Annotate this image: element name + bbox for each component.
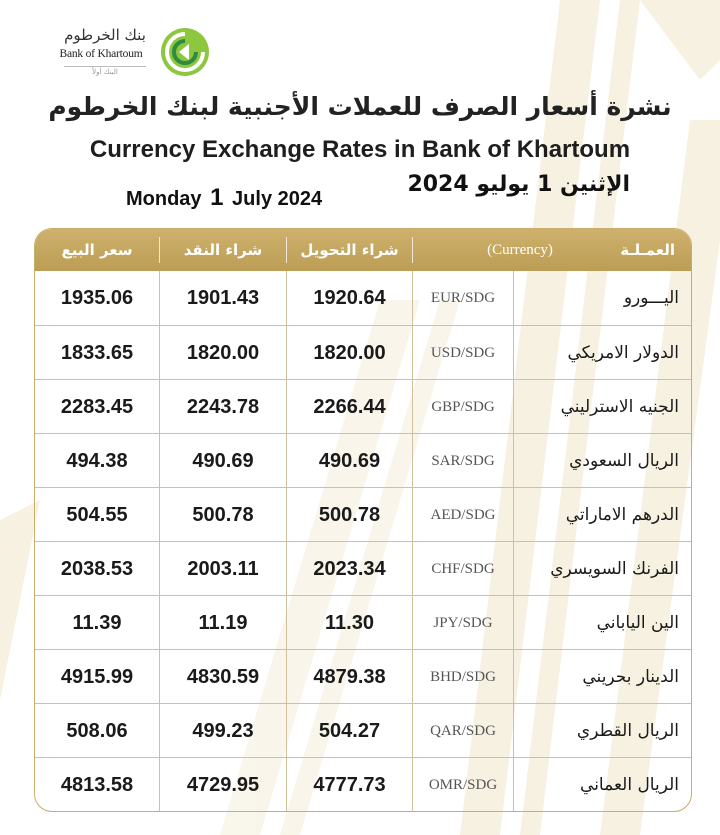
date-arabic: الإثنين 1 يوليو 2024	[407, 172, 630, 197]
table-row	[35, 433, 691, 488]
column-divider	[412, 326, 413, 380]
sell-value: 4813.58	[60, 774, 134, 796]
column-divider	[412, 488, 413, 542]
sell-value: 4915.99	[60, 666, 134, 688]
cash-buy-value: 500.78	[192, 504, 254, 526]
column-divider	[412, 380, 413, 434]
currency-name: الين الياباني	[596, 613, 679, 633]
currency-name: الريال القطري	[576, 721, 679, 741]
header-currency-en: (Currency)	[487, 242, 553, 258]
currency-name: الدينار بحريني	[582, 667, 679, 687]
header-currency-ar: العمـلـة	[620, 241, 675, 259]
column-divider	[513, 488, 514, 542]
transfer-buy-value: 4777.73	[313, 774, 386, 796]
bank-logo	[46, 24, 216, 84]
column-divider	[513, 434, 514, 488]
currency-code: OMR/SDG	[428, 777, 498, 793]
cash-buy-value: 490.69	[192, 450, 254, 472]
column-divider	[513, 271, 514, 325]
cash-buy-value: 2003.11	[187, 558, 259, 580]
sell-value: 504.55	[66, 504, 128, 526]
table-row	[35, 379, 691, 434]
column-divider	[412, 758, 413, 812]
currency-code: BHD/SDG	[430, 669, 496, 685]
table-row	[35, 487, 691, 542]
currency-code: AED/SDG	[430, 507, 496, 523]
table-row	[35, 757, 691, 812]
table-row	[35, 325, 691, 380]
column-divider	[412, 542, 413, 596]
transfer-buy-value: 2023.34	[313, 558, 386, 580]
currency-name: الجنيه الاسترليني	[560, 397, 679, 417]
logo-arabic-name: بنك الخرطوم	[64, 26, 146, 44]
sell-value: 2038.53	[60, 558, 134, 580]
column-divider	[286, 758, 287, 812]
sell-value: 494.38	[66, 450, 128, 472]
date-day-number: 1	[210, 184, 224, 211]
column-divider	[159, 542, 160, 596]
bank-emblem-icon	[159, 26, 211, 78]
cash-buy-value: 4830.59	[186, 666, 260, 688]
column-divider	[286, 596, 287, 650]
currency-code: GBP/SDG	[431, 399, 495, 415]
logo-english-name: Bank of Khartoum	[59, 48, 143, 60]
column-divider	[513, 758, 514, 812]
currency-code: EUR/SDG	[430, 290, 496, 306]
column-divider	[286, 326, 287, 380]
currency-name: اليـــورو	[623, 288, 679, 308]
currency-code: USD/SDG	[430, 345, 496, 361]
column-divider	[513, 542, 514, 596]
column-divider	[286, 488, 287, 542]
currency-code: SAR/SDG	[431, 453, 495, 469]
transfer-buy-value: 490.69	[318, 450, 381, 472]
column-divider	[286, 380, 287, 434]
column-divider	[159, 326, 160, 380]
transfer-buy-value: 1920.64	[313, 287, 386, 309]
rates-table	[34, 228, 692, 812]
header-divider	[412, 237, 413, 263]
sell-value: 1935.06	[60, 287, 134, 309]
column-divider	[159, 758, 160, 812]
header-cash-buy: شراء النقد	[183, 241, 263, 259]
currency-name: الدولار الامريكي	[567, 343, 679, 363]
column-divider	[286, 704, 287, 758]
column-divider	[286, 542, 287, 596]
currency-code: CHF/SDG	[431, 561, 495, 577]
column-divider	[286, 434, 287, 488]
currency-name: الدرهم الاماراتي	[565, 505, 679, 525]
cash-buy-value: 2243.78	[186, 396, 260, 418]
header-sell: سعر البيع	[61, 241, 133, 259]
transfer-buy-value: 11.30	[325, 612, 374, 634]
transfer-buy-value: 504.27	[318, 720, 381, 742]
table-row	[35, 541, 691, 596]
cash-buy-value: 4729.95	[186, 774, 260, 796]
transfer-buy-value: 2266.44	[313, 396, 386, 418]
column-divider	[412, 271, 413, 325]
sell-value: 2283.45	[60, 396, 134, 418]
column-divider	[159, 271, 160, 325]
column-divider	[286, 271, 287, 325]
sell-value: 1833.65	[60, 342, 134, 364]
table-row	[35, 649, 691, 704]
transfer-buy-value: 1820.00	[313, 342, 386, 364]
table-header	[35, 229, 691, 271]
title-english: Currency Exchange Rates in Bank of Khartoum	[89, 136, 631, 163]
cash-buy-value: 1820.00	[186, 342, 260, 364]
currency-code: QAR/SDG	[430, 723, 496, 739]
column-divider	[159, 380, 160, 434]
column-divider	[513, 596, 514, 650]
transfer-buy-value: 4879.38	[313, 666, 386, 688]
column-divider	[159, 434, 160, 488]
currency-name: الريال العماني	[580, 775, 679, 795]
sell-value: 508.06	[66, 720, 128, 742]
column-divider	[412, 596, 413, 650]
logo-tagline: البنك أولاً	[64, 66, 146, 76]
cash-buy-value: 1901.43	[186, 287, 260, 309]
column-divider	[513, 380, 514, 434]
currency-code: JPY/SDG	[433, 615, 493, 631]
title-arabic: نشرة أسعار الصرف للعملات الأجنبية لبنك الخرطوم	[48, 92, 672, 121]
column-divider	[286, 650, 287, 704]
column-divider	[159, 596, 160, 650]
column-divider	[412, 434, 413, 488]
currency-name: الفرنك السويسري	[550, 559, 679, 579]
column-divider	[412, 704, 413, 758]
column-divider	[513, 326, 514, 380]
transfer-buy-value: 500.78	[318, 504, 381, 526]
header-transfer-buy: شراء التحويل	[300, 241, 399, 259]
date-weekday: Monday	[126, 188, 202, 210]
column-divider	[159, 650, 160, 704]
column-divider	[159, 488, 160, 542]
table-row	[35, 703, 691, 758]
column-divider	[159, 704, 160, 758]
cash-buy-value: 499.23	[192, 720, 254, 742]
column-divider	[412, 650, 413, 704]
table-row	[35, 595, 691, 650]
sell-value: 11.39	[72, 612, 122, 634]
column-divider	[513, 650, 514, 704]
date-english	[126, 184, 322, 212]
table-row	[35, 271, 691, 325]
currency-name: الريال السعودي	[569, 451, 679, 471]
column-divider	[513, 704, 514, 758]
date-month-year: July 2024	[232, 188, 323, 210]
cash-buy-value: 11.19	[198, 612, 248, 634]
